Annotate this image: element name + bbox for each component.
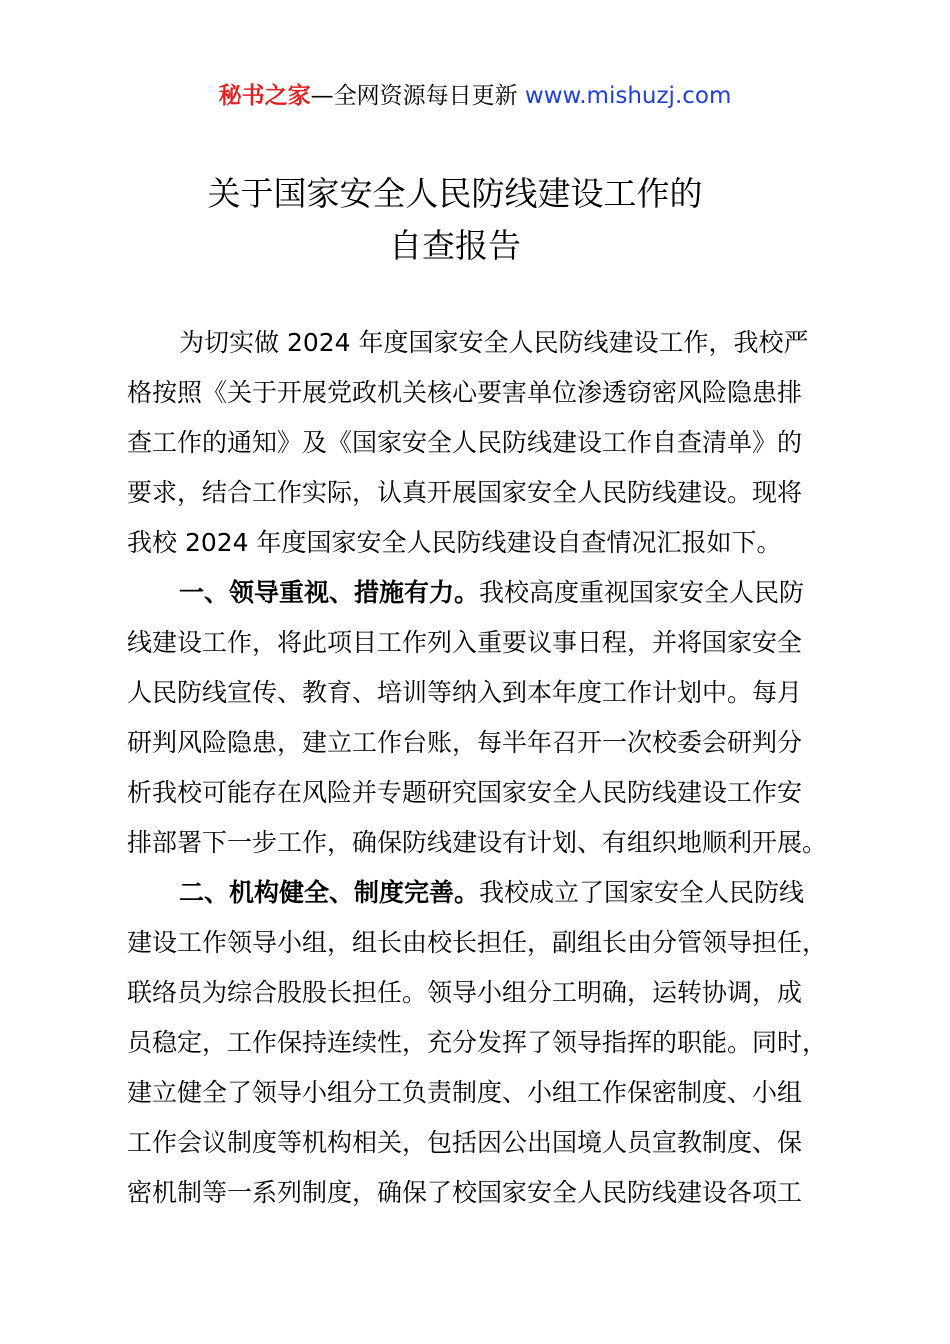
text-line: 排部署下一步工作，确保防线建设有计划、有组织地顺利开展。 xyxy=(127,828,828,857)
text-line: 研判风险隐患，建立工作台账，每半年召开一次校委会研判分 xyxy=(127,728,803,757)
paragraph-section-2 xyxy=(127,868,857,1218)
section-heading: 一、领导重视、措施有力。 xyxy=(179,578,480,607)
section-heading: 二、机构健全、制度完善。 xyxy=(179,878,480,907)
title-line-1: 关于国家安全人民防线建设工作的 xyxy=(207,174,703,213)
text-line: 工作会议制度等机构相关，包括因公出国境人员宣教制度、保 xyxy=(127,1128,803,1157)
text-line: 析我校可能存在风险并专题研究国家安全人民防线建设工作安 xyxy=(127,778,803,807)
text-line xyxy=(127,568,857,618)
paragraph-intro xyxy=(127,318,857,568)
text-line: 我校 2024 年度国家安全人民防线建设自查情况汇报如下。 xyxy=(127,528,782,557)
text-run: 我校成立了国家安全人民防线 xyxy=(479,878,805,907)
text-run: 我校高度重视国家安全人民防 xyxy=(479,578,805,607)
document-body xyxy=(127,318,857,1218)
site-brand: 秘书之家 xyxy=(218,83,311,109)
text-line: 人民防线宣传、教育、培训等纳入到本年度工作计划中。每月 xyxy=(127,678,803,707)
text-line: 查工作的通知》及《国家安全人民防线建设工作自查清单》的 xyxy=(127,428,803,457)
text-line: 线建设工作，将此项目工作列入重要议事日程，并将国家安全 xyxy=(127,628,803,657)
text-line: 格按照《关于开展党政机关核心要害单位渗透窃密风险隐患排 xyxy=(127,378,803,407)
text-line: 密机制等一系列制度，确保了校国家安全人民防线建设各项工 xyxy=(127,1178,803,1207)
text-line: 要求，结合工作实际，认真开展国家安全人民防线建设。现将 xyxy=(127,478,803,507)
title-line-2: 自查报告 xyxy=(389,226,521,265)
text-line: 建设工作领导小组，组长由校长担任，副组长由分管领导担任， xyxy=(127,928,828,957)
document-title xyxy=(0,168,910,272)
site-url-link[interactable]: www.mishuzj.com xyxy=(524,83,732,109)
text-line xyxy=(127,868,857,918)
site-tagline: —全网资源每日更新 xyxy=(310,83,525,109)
paragraph-section-1 xyxy=(127,568,857,868)
text-line: 建立健全了领导小组分工负责制度、小组工作保密制度、小组 xyxy=(127,1078,803,1107)
text-line: 员稳定，工作保持连续性，充分发挥了领导指挥的职能。同时， xyxy=(127,1028,828,1057)
text-line: 联络员为综合股股长担任。领导小组分工明确，运转协调，成 xyxy=(127,978,803,1007)
site-banner xyxy=(0,80,950,112)
text-line: 为切实做 2024 年度国家安全人民防线建设工作，我校严 xyxy=(179,328,809,357)
